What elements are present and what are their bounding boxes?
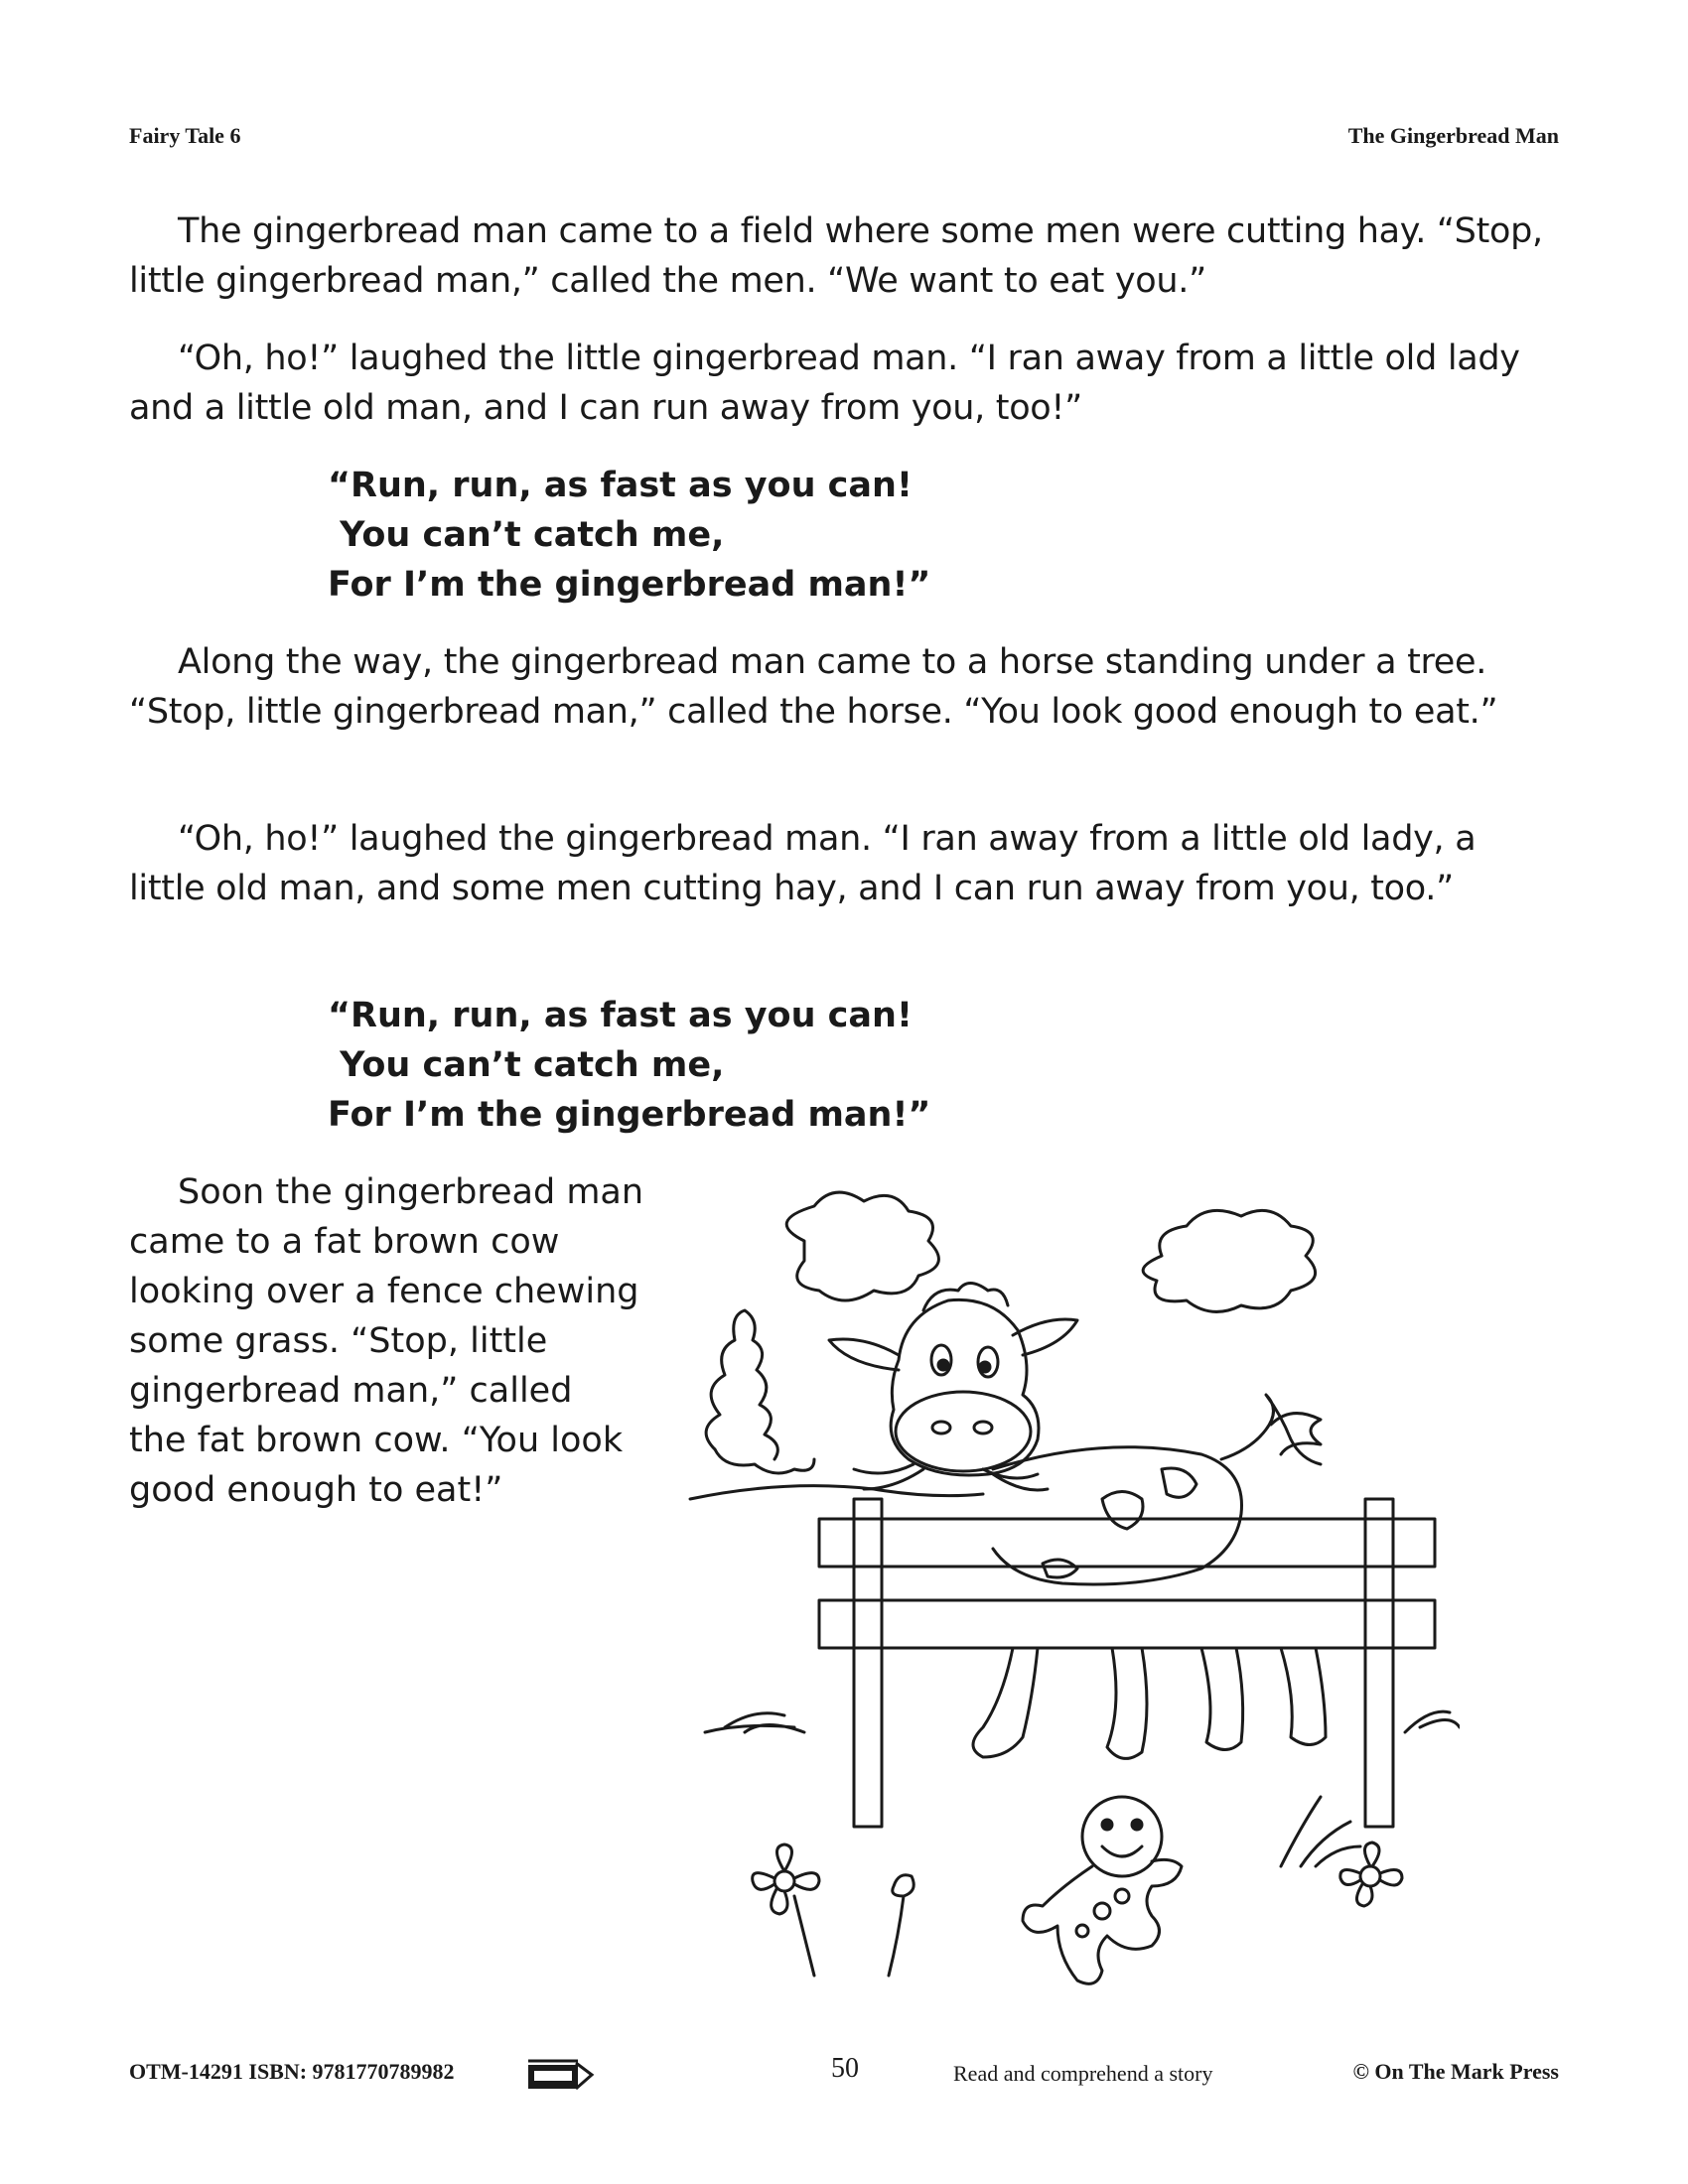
publisher-credit: © On The Mark Press [1352, 2059, 1559, 2084]
gingerbread-button [1094, 1903, 1110, 1919]
grass-tuft [705, 1713, 804, 1732]
page-number: 50 [831, 2053, 859, 2084]
paragraph-line: Soon the gingerbread man [178, 1172, 644, 1212]
paragraph-line: gingerbread man,” called [129, 1371, 573, 1411]
verse-line-1: “Run, run, as fast as you can! [328, 996, 913, 1035]
cow-spot [1162, 1468, 1196, 1497]
cow-ear-left [829, 1339, 899, 1370]
hedge [715, 1449, 814, 1473]
story-paragraph-1: The gingerbread man came to a field where some men were cutting hay. “Stop, little gingerbread man,” called the men. “We want to eat you.” [129, 211, 1543, 301]
chant-verse-2 [328, 991, 930, 1140]
flower-center [893, 1875, 914, 1896]
cow-leg [1201, 1648, 1243, 1750]
grass-tuft [1405, 1711, 1460, 1732]
cloud-right [1143, 1210, 1315, 1311]
header-story-title: The Gingerbread Man [1347, 123, 1559, 148]
story-paragraph-4: “Oh, ho!” laughed the gingerbread man. “I ran away from a little old lady, a little old man, and some men cutting hay, and I can run away from you, too.” [129, 819, 1477, 908]
page-header [129, 123, 1559, 153]
tree-bush [706, 1310, 777, 1459]
paragraph-line: good enough to eat!” [129, 1470, 503, 1510]
cow-head [891, 1299, 1039, 1475]
cow-muzzle [896, 1392, 1031, 1471]
fence-post-left [854, 1499, 882, 1827]
verse-line-2: You can’t catch me, [328, 1045, 725, 1085]
grass-tuft [1281, 1797, 1360, 1866]
cow-leg [973, 1648, 1038, 1757]
paragraph-line: looking over a fence chewing [129, 1272, 639, 1311]
cow-ear-right [1013, 1319, 1077, 1355]
cow-nostril-right [974, 1422, 992, 1433]
cow-leg [1281, 1648, 1326, 1745]
cow-spot [1043, 1560, 1077, 1577]
cow-body [993, 1447, 1242, 1584]
chant-verse-1 [328, 461, 930, 610]
paragraph-line: came to a fat brown cow [129, 1222, 560, 1262]
product-code: OTM-14291 ISBN: 9781770789982 [129, 2059, 455, 2084]
story-paragraph-3: Along the way, the gingerbread man came to a horse standing under a tree. “Stop, little gingerbread man,” called the horse. “You look good enough to eat.” [129, 642, 1498, 732]
verse-line-3: For I’m the gingerbread man!” [328, 565, 931, 605]
cloud-left [786, 1192, 938, 1300]
cow-tail [1221, 1395, 1321, 1464]
page-description: Read and comprehend a story [953, 2061, 1213, 2086]
flower-stem [794, 1896, 814, 1976]
publisher-logo-icon [526, 2053, 596, 2093]
story-paragraph-5 [129, 1167, 715, 1515]
header-series-title: Fairy Tale 6 [129, 123, 241, 148]
fence-rail-top [819, 1519, 1435, 1567]
paragraph-line: the fat brown cow. “You look [129, 1421, 624, 1460]
paragraph-line: some grass. “Stop, little [129, 1321, 548, 1361]
verse-line-2: You can’t catch me, [328, 515, 725, 555]
ground-line [690, 1486, 983, 1499]
gingerbread-button [1076, 1925, 1088, 1937]
verse-line-1: “Run, run, as fast as you can! [328, 466, 913, 505]
story-paragraph-2: “Oh, ho!” laughed the little gingerbread man. “I ran away from a little old lady and a little old man, and I can run away from you, too!” [129, 339, 1520, 428]
cow-leg [1107, 1648, 1147, 1758]
page-footer [129, 2053, 1559, 2093]
fence-rail-bottom [819, 1600, 1435, 1648]
grass-in-mouth [854, 1464, 1048, 1490]
gingerbread-button [1115, 1889, 1129, 1903]
gingerbread-body [1023, 1859, 1182, 1983]
fence-post-right [1365, 1499, 1393, 1827]
cow-spot [1102, 1492, 1143, 1530]
cow-nostril-left [932, 1422, 950, 1433]
gingerbread-head [1082, 1797, 1162, 1876]
verse-line-3: For I’m the gingerbread man!” [328, 1095, 931, 1135]
cow-fence-illustration [685, 1171, 1460, 2005]
